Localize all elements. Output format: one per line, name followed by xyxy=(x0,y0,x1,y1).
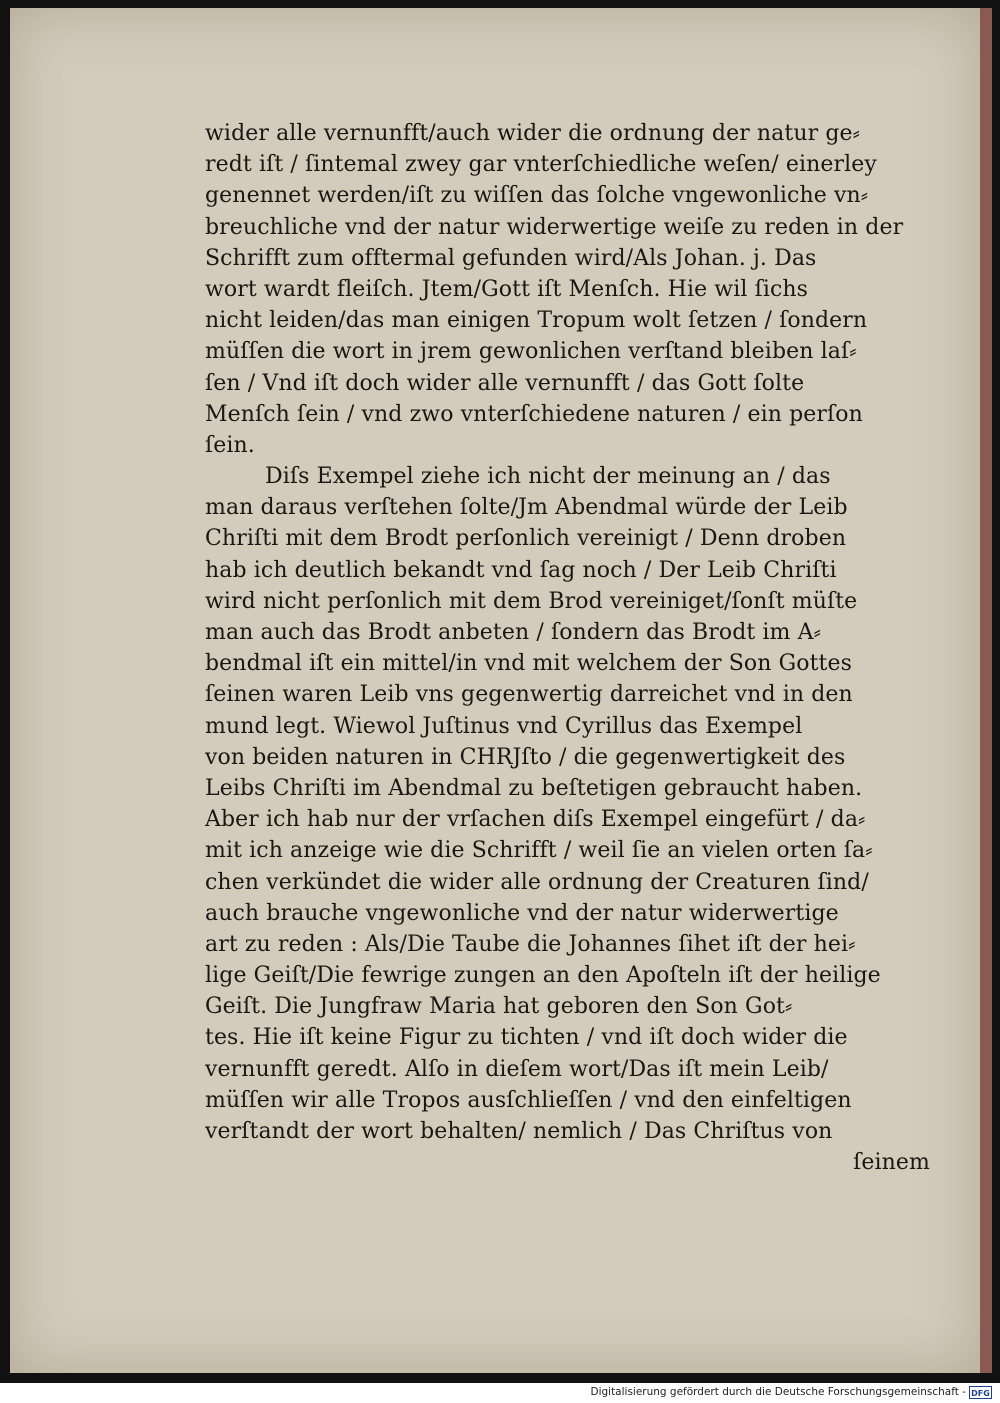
text-line: Aber ich hab nur der vrſachen diſs Exempel eingefürt / da⸗ xyxy=(205,807,866,833)
text-line: wird nicht perſonlich mit dem Brod vereiniget/ſonſt müſte xyxy=(205,588,858,614)
text-line: Geiſt. Die Jungfraw Maria hat geboren den Son Got⸗ xyxy=(205,994,793,1020)
text-block xyxy=(205,118,930,1178)
text-line: art zu reden : Als/Die Taube die Johannes ſihet iſt der hei⸗ xyxy=(205,931,856,957)
text-line: ſeinen waren Leib vns gegenwertig darreichet vnd in den xyxy=(205,682,853,708)
text-line: vernunfft geredt. Alſo in dieſem wort/Das iſt mein Leib/ xyxy=(205,1056,829,1082)
text-line: redt iſt / ſintemal zwey gar vnterſchiedliche weſen/ einerley xyxy=(205,152,877,178)
text-line: breuchliche vnd der natur widerwertige weiſe zu reden in der xyxy=(205,214,904,240)
text-line: man daraus verſtehen ſolte/Jm Abendmal würde der Leib xyxy=(205,495,848,521)
text-line: tes. Hie iſt keine Figur zu tichten / vnd iſt doch wider die xyxy=(205,1025,848,1051)
text-line: ſen / Vnd iſt doch wider alle vernunfft / das Gott ſolte xyxy=(205,370,805,396)
text-line: müſſen wir alle Tropos ausſchlieſſen / vnd den einfeltigen xyxy=(205,1087,852,1113)
footer-bar xyxy=(0,1383,1000,1403)
text-line: von beiden naturen in CHRJſto / die gegenwertigkeit des xyxy=(205,744,846,770)
text-line: auch brauche vngewonliche vnd der natur widerwertige xyxy=(205,900,839,926)
text-line: Chriſti mit dem Brodt perſonlich vereinigt / Denn droben xyxy=(205,526,847,552)
text-line: hab ich deutlich bekandt vnd ſag noch / Der Leib Chriſti xyxy=(205,557,837,583)
paragraph-start-line: Diſs Exempel ziehe ich nicht der meinung an / das xyxy=(265,464,831,490)
text-line: nicht leiden/das man einigen Tropum wolt ſetzen / ſondern xyxy=(205,308,868,334)
funding-credit: Digitalisierung gefördert durch die Deutsche Forschungsgemeinschaft - xyxy=(590,1386,966,1398)
text-line: Leibs Chriſti im Abendmal zu beſtetigen gebraucht haben. xyxy=(205,775,863,801)
page-edge xyxy=(980,8,992,1373)
text-line: mit ich anzeige wie die Schrifft / weil ſie an vielen orten ſa⸗ xyxy=(205,838,873,864)
text-line: man auch das Brodt anbeten / ſondern das Brodt im A⸗ xyxy=(205,620,822,645)
text-line: ſein. xyxy=(205,432,255,458)
text-line: verſtandt der wort behalten/ nemlich / Das Chriſtus von xyxy=(205,1119,833,1144)
text-line: wider alle vernunfft/auch wider die ordnung der natur ge⸗ xyxy=(205,121,861,146)
text-line: bendmal iſt ein mittel/in vnd mit welchem der Son Gottes xyxy=(205,651,852,677)
dfg-logo: DFG xyxy=(969,1386,992,1399)
text-line: lige Geiſt/Die fewrige zungen an den Apoſteln iſt der heilige xyxy=(205,963,881,989)
text-line: genennet werden/iſt zu wiſſen das ſolche vngewonliche vn⸗ xyxy=(205,183,869,209)
text-line: wort wardt fleiſch. Jtem/Gott iſt Menſch. Hie wil ſichs xyxy=(205,276,809,302)
catchword: ſeinem xyxy=(853,1150,930,1176)
text-line: mund legt. Wiewol Juſtinus vnd Cyrillus das Exempel xyxy=(205,713,803,739)
text-line: müſſen die wort in jrem gewonlichen verſtand bleiben laſ⸗ xyxy=(205,339,857,365)
text-line: Schrifft zum offtermal gefunden wird/Als Johan. j. Das xyxy=(205,245,817,271)
text-line: chen verkündet die wider alle ordnung der Creaturen ſind/ xyxy=(205,869,869,895)
text-line: Menſch ſein / vnd zwo vnterſchiedene naturen / ein perſon xyxy=(205,401,863,427)
